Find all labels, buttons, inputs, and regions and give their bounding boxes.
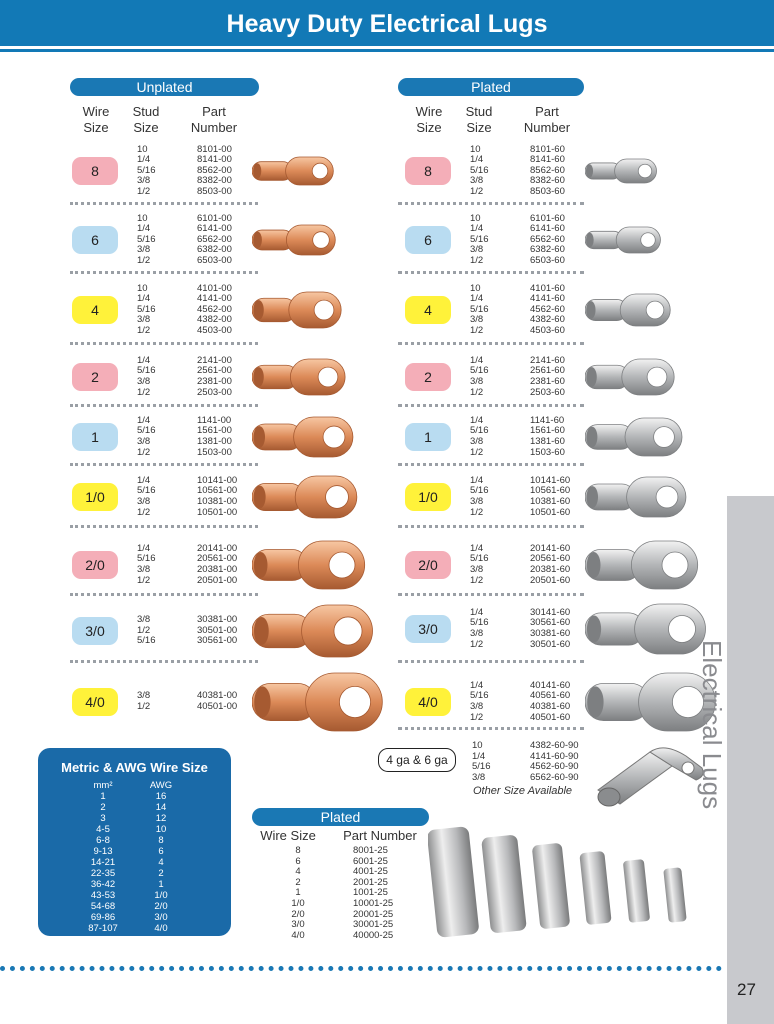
splice-shapes [428,826,687,938]
plated-lug-image [585,293,673,327]
plated-part-number-header [519,104,575,136]
row-divider [398,660,584,663]
part-numbers: 4101-00 4141-00 4562-00 4382-00 4503-00 [197,282,232,336]
page-title: Heavy Duty Electrical Lugs [226,10,548,38]
splice-wire-sizes: 8 6 4 2 1 1/0 2/0 3/0 4/0 [291,845,305,941]
mm-header: mm² [93,780,113,791]
stud-sizes: 10 1/4 5/16 3/8 1/2 [470,143,489,197]
row-divider [398,202,584,205]
stud-sizes: 10 1/4 5/16 3/8 1/2 [470,212,489,266]
plated-stud-size-header [459,104,499,136]
header-word: Stud [465,104,493,119]
angled-stud-sizes: 10 1/4 5/16 3/8 [472,740,491,783]
part-numbers: 1141-60 1561-60 1381-60 1503-60 [530,414,565,458]
side-tab-text: Electrical Lugs [697,640,727,810]
copper-lug-image [252,540,368,590]
stud-sizes: 1/4 5/16 3/8 1/2 [137,414,156,458]
copper-lug-image [252,291,344,329]
wire-size-badge: 4 [72,296,118,324]
part-numbers: 6101-60 6141-60 6562-60 6382-60 6503-60 [530,212,565,266]
row-divider [398,463,584,466]
part-numbers: 40381-00 40501-00 [197,690,238,712]
stud-sizes: 1/4 5/16 3/8 1/2 [470,542,489,586]
header-word: Wire [82,104,110,119]
plated-lug-image [585,476,689,518]
angled-part-numbers: 4382-60-90 4141-60-90 4562-60-90 6562-60-90 [530,740,579,783]
part-numbers: 4101-60 4141-60 4562-60 4382-60 4503-60 [530,282,565,336]
stud-sizes: 10 1/4 5/16 3/8 1/2 [137,282,156,336]
stud-sizes: 1/4 5/16 3/8 1/2 [470,606,489,650]
splice-part-numbers: 8001-25 6001-25 4001-25 2001-25 1001-25 10001-25 20001-25 30001-25 40000-25 [353,845,394,941]
plated-header: Plated [398,78,584,96]
plated-lug-image [585,158,659,184]
row-divider [398,593,584,596]
row-divider [398,404,584,407]
stud-sizes: 10 1/4 5/16 3/8 1/2 [137,212,156,266]
header-word: Size [133,120,159,135]
unplated-header: Unplated [70,78,259,96]
splice-part-number-header: Part Number [343,828,417,843]
header-word: Size [416,120,442,135]
stud-sizes: 1/4 5/16 3/8 1/2 [137,474,156,518]
header-word: Size [466,120,492,135]
wire-size-badge: 1 [72,423,118,451]
part-numbers: 8101-00 8141-00 8562-00 8382-00 8503-00 [197,143,232,197]
wire-size-badge: 1/0 [72,483,118,511]
page-number: 27 [737,980,756,999]
row-divider [398,342,584,345]
awg-header: AWG [149,780,173,791]
plated-lug-image [585,226,663,254]
part-numbers: 20141-00 20561-00 20381-00 20501-00 [197,542,238,586]
copper-lug-image [252,475,360,519]
wire-size-badge: 2/0 [72,551,118,579]
bottom-dotted-rule [0,966,722,971]
unplated-part-number-header [186,104,242,136]
stud-sizes: 10 1/4 5/16 3/8 1/2 [137,143,156,197]
part-numbers: 10141-60 10561-60 10381-60 10501-60 [530,474,571,518]
mm-values: 1 2 3 4-5 6-8 9-13 14-21 22-35 36-42 43-53 54-68 69-86 87-107 [88,791,118,934]
awg-values: 16 14 12 10 8 6 4 2 1 1/0 2/0 3/0 4/0 [154,791,168,934]
header-word: Wire [415,104,443,119]
copper-lug-image [252,358,348,396]
wire-size-badge: 4 [405,296,451,324]
angled-size-label: 4 ga & 6 ga [378,748,456,772]
plated-lug-image [585,540,701,590]
wire-size-badge: 1 [405,423,451,451]
row-divider [70,660,258,663]
stud-sizes: 3/8 1/2 5/16 [137,614,156,647]
row-divider [398,271,584,274]
stud-sizes: 1/4 5/16 3/8 1/2 [470,474,489,518]
row-divider [398,525,584,528]
stud-sizes: 1/4 5/16 3/8 1/2 [470,414,489,458]
stud-sizes: 1/4 5/16 3/8 1/2 [137,542,156,586]
header-word: Stud [132,104,160,119]
butt-splices-image [428,822,708,940]
wire-size-badge: 2/0 [405,551,451,579]
part-numbers: 2141-00 2561-00 2381-00 2503-00 [197,354,232,398]
row-divider [70,271,258,274]
wire-size-badge: 4/0 [405,688,451,716]
wire-size-badge: 2 [405,363,451,391]
stud-sizes: 1/4 5/16 3/8 1/2 [470,679,489,723]
row-divider [70,593,258,596]
row-divider [398,727,584,730]
side-tab-label [696,640,774,850]
plated-lug-image [585,417,685,457]
header-word: Part [535,104,559,119]
header-word: Number [190,120,238,135]
part-numbers: 30381-00 30501-00 30561-00 [197,614,238,647]
stud-sizes: 3/8 1/2 [137,690,151,712]
wire-size-badge: 8 [72,157,118,185]
stud-sizes: 1/4 5/16 3/8 1/2 [470,354,489,398]
plated-lug-image [585,358,677,396]
header-word: Number [523,120,571,135]
part-numbers: 6101-00 6141-00 6562-00 6382-00 6503-00 [197,212,232,266]
wire-size-badge: 3/0 [72,617,118,645]
wire-size-badge: 2 [72,363,118,391]
wire-size-badge: 8 [405,157,451,185]
part-numbers: 8101-60 8141-60 8562-60 8382-60 8503-60 [530,143,565,197]
wire-size-badge: 6 [72,226,118,254]
metric-table-title: Metric & AWG Wire Size [61,760,208,775]
copper-lug-image [252,604,376,658]
copper-lug-image [252,224,338,256]
row-divider [70,342,258,345]
wire-size-badge: 3/0 [405,615,451,643]
row-divider [70,463,258,466]
unplated-stud-size-header [126,104,166,136]
splice-plated-header: Plated [252,808,429,826]
wire-size-badge: 6 [405,226,451,254]
header-word: Part [202,104,226,119]
splice-wire-size-header: Wire Size [260,828,316,843]
part-numbers: 1141-00 1561-00 1381-00 1503-00 [197,414,232,458]
unplated-wire-size-header [76,104,116,136]
row-divider [70,202,258,205]
copper-lug-image [252,416,356,458]
part-numbers: 20141-60 20561-60 20381-60 20501-60 [530,542,571,586]
copper-lug-image [252,156,336,186]
part-numbers: 30141-60 30561-60 30381-60 30501-60 [530,606,571,650]
metric-awg-table [38,748,231,936]
row-divider [70,404,258,407]
plated-lug-image [585,603,709,655]
angled-lug-image [590,738,708,810]
header-word: Size [83,120,109,135]
copper-lug-image [252,672,386,732]
part-numbers: 10141-00 10561-00 10381-00 10501-00 [197,474,238,518]
header-rule [0,49,774,52]
wire-size-badge: 4/0 [72,688,118,716]
part-numbers: 2141-60 2561-60 2381-60 2503-60 [530,354,565,398]
stud-sizes: 10 1/4 5/16 3/8 1/2 [470,282,489,336]
plated-wire-size-header [409,104,449,136]
wire-size-badge: 1/0 [405,483,451,511]
other-size-note: Other Size Available [473,785,573,797]
row-divider [70,525,258,528]
stud-sizes: 1/4 5/16 3/8 1/2 [137,354,156,398]
part-numbers: 40141-60 40561-60 40381-60 40501-60 [530,679,571,723]
